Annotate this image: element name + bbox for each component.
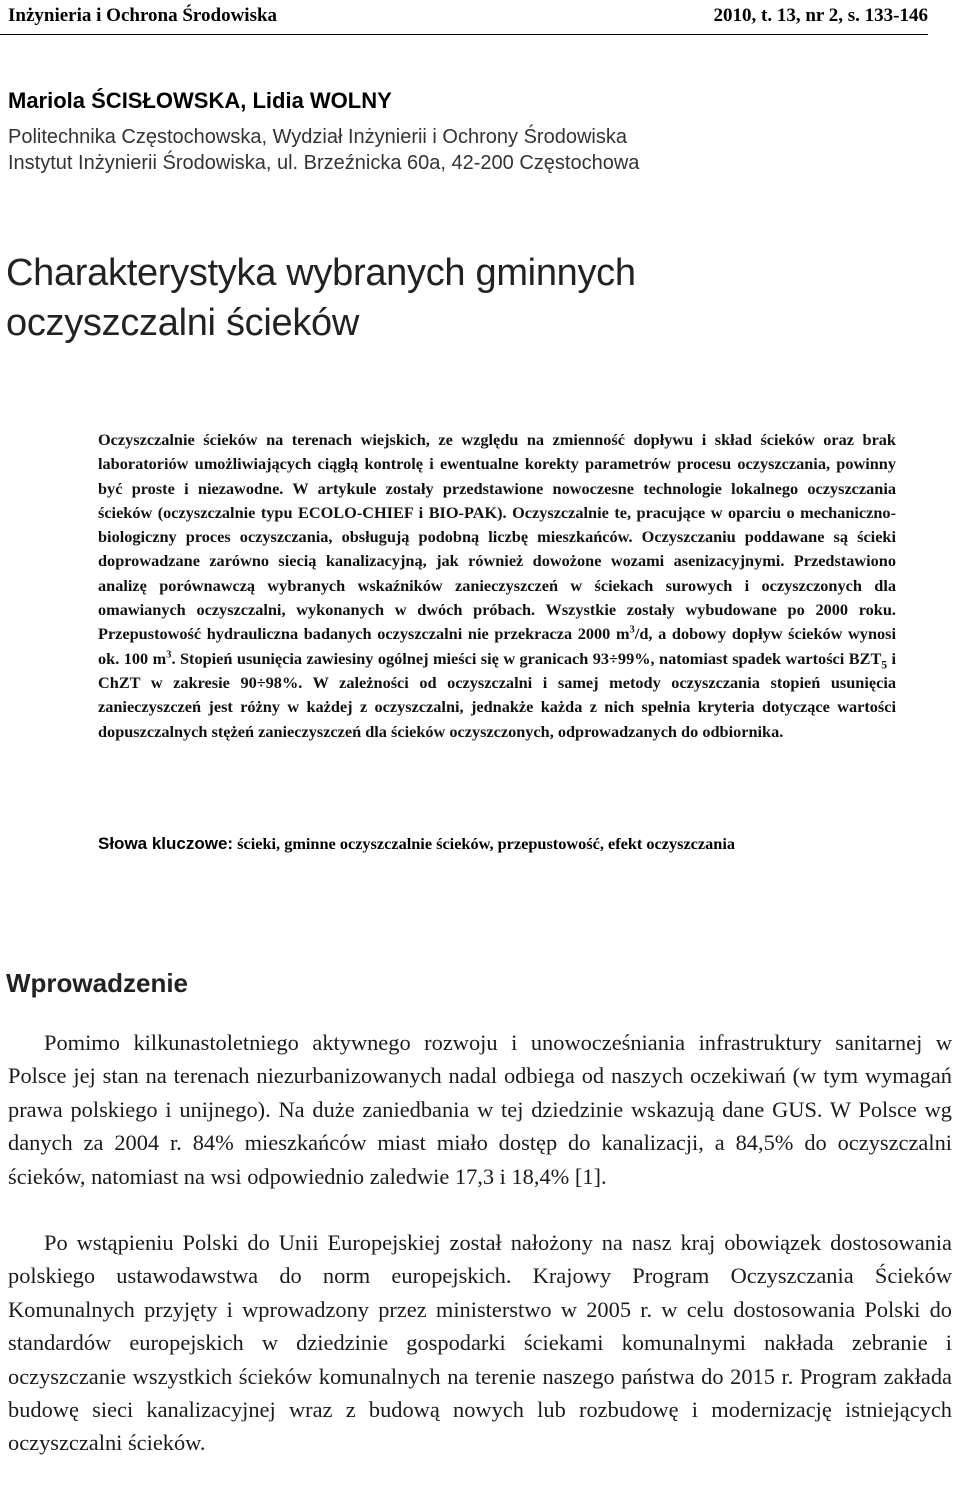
journal-name: Inżynieria i Ochrona Środowiska [8,5,278,26]
paper-title [6,248,636,348]
journal-header [8,4,928,28]
abstract-part-1: Oczyszczalnie ścieków na terenach wiejskich, ze względu na zmienność dopływu i skład ścieków oraz brak laboratoriów umożliwiających ciągłą kontrolę i ewentualne korekty parametrów procesu oczyszczania, powinny być proste i niezawodne. W artykule zostały przedstawione nowoczesne technologie lokalnego oczyszczania ścieków (oczyszczalnie typu ECOLO-CHIEF i BIO-PAK). Oczyszczalnie te, pracujące w oparciu o mechaniczno-biologiczny proces oczyszczania, obsługują podobną liczbę mieszkańców. Oczyszczaniu poddawane są ścieki doprowadzane zarówno siecią kanalizacyjną, jak również dowożone wozami asenizacyjnymi. Przedstawiono analizę porównawczą wybranych wskaźników zanieczyszczeń w ściekach surowych i oczyszczonych dla omawianych oczyszczalni, wykonanych w dwóch próbach. Wszystkie zostały wybudowane po 2000 roku. Przepustowość hydrauliczna badanych oczyszczalni nie przekracza 2000 m [98,430,896,644]
journal-citation: 2010, t. 13, nr 2, s. 133-146 [713,5,928,26]
abstract-sup-2: 3 [166,649,172,661]
keywords-label: Słowa kluczowe: [98,834,234,853]
affiliation-line-1: Politechnika Częstochowska, Wydział Inżynierii i Ochrony Środowiska [8,126,627,148]
header-divider [0,34,928,35]
abstract-sub-1: 5 [881,658,888,671]
abstract-sup-1: 3 [629,624,635,636]
authors: Mariola ŚCISŁOWSKA, Lidia WOLNY [8,88,392,113]
abstract-part-2: /d, a dobowy dopływ ścieków wynosi ok. 100 m [98,624,896,668]
body-paragraph-1: Pomimo kilkunastoletniego aktywnego rozwoju i unowocześniania infrastruktury sanitarnej w Polsce jej stan na terenach niezurbanizowanych nadal odbiega od naszych oczekiwań (w tym wymagań prawa polskiego i unijnego). Na duże zaniedbania w tej dziedzinie wskazują dane GUS. W Polsce wg danych za 2004 r. 84% mieszkańców miast miało dostęp do kanalizacji, a 84,5% do oczyszczalni ścieków, natomiast na wsi odpowiednio zaledwie 17,3 i 18,4% [1]. [8,1030,952,1189]
abstract-part-4: i ChZT w zakresie 90÷98%. W zależności od oczyszczalni i samej metody oczyszczania stopień usunięcia zanieczyszczeń jest różny w każdej z oczyszczalni, jednakże każda z nich spełnia kryteria dotyczące wartości dopuszczalnych stężeń zanieczyszczeń dla ścieków oczyszczonych, odprowadzanych do odbiornika. [98,648,896,741]
body-paragraph-2: Po wstąpieniu Polski do Unii Europejskiej został nałożony na nasz kraj obowiązek dostosowania polskiego ustawodawstwa do norm europejskich. Krajowy Program Oczyszczania Ścieków Komunalnych przyjęty i wprowadzony przez ministerstwo w 2005 r. w celu dostosowania Polski do standardów europejskich w dziedzinie gospodarki ściekami komunalnymi nakłada zebranie i oczyszczanie wszystkich ścieków komunalnych na terenie naszego państwa do 2015 r. Program zakłada budowę sieci kanalizacyjnej wraz z budową nowych lub rozbudowę i modernizację istniejących oczyszczalni ścieków. [8,1230,952,1456]
abstract-part-3: . Stopień usunięcia zawiesiny ogólnej mieści się w granicach 93÷99%, natomiast spadek wartości BZT [171,648,882,668]
paper-title-line-1: Charakterystyka wybranych gminnych [6,252,636,294]
abstract [98,428,896,744]
section-heading: Wprowadzenie [6,968,189,998]
affiliation-line-2: Instytut Inżynierii Środowiska, ul. Brzeźnicka 60a, 42-200 Częstochowa [8,152,640,174]
keywords-text: ścieki, gminne oczyszczalnie ścieków, przepustowość, efekt oczyszczania [233,834,735,853]
keywords [98,832,898,856]
paper-title-line-2: oczyszczalni ścieków [6,302,359,344]
